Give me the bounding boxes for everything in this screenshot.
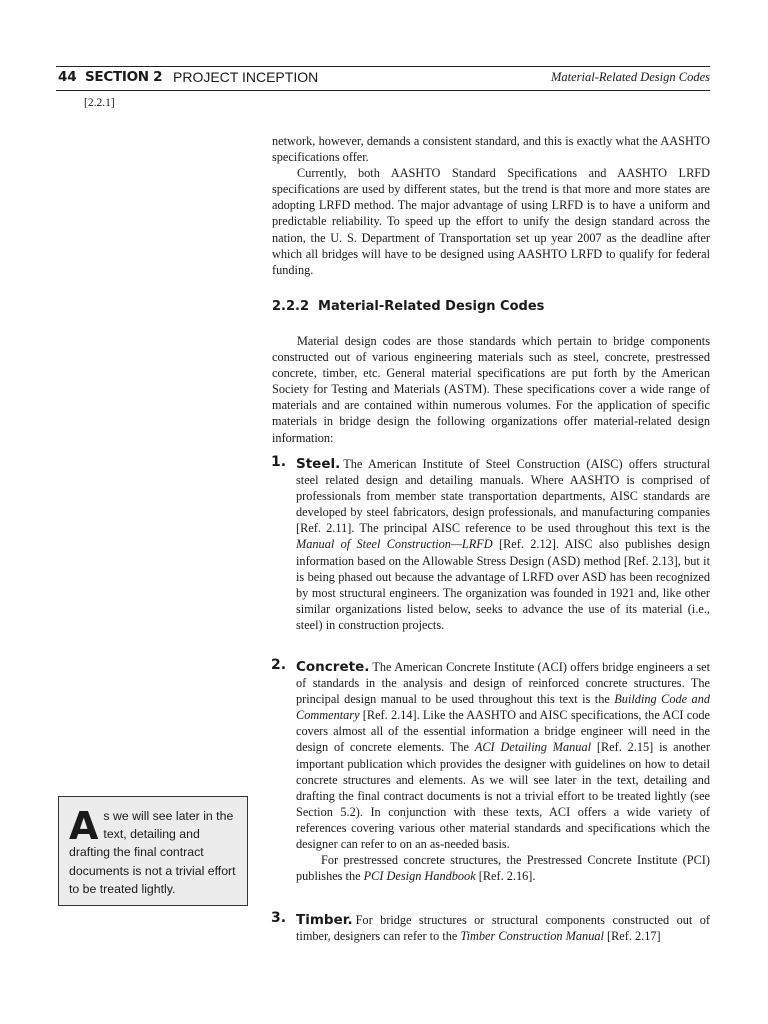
paragraph: Concrete. The American Concrete Institute (ACI) offers bridge engineers a set of standards in the analysis and design of reinforced concrete structures. The principal design manual to be used throughout this text is the Building Code and Commentary [Ref. 2.14]. Like the AASHTO and AISC specifications, the ACI code covers almost all of the essential information a bridge engineer will need in the design of concrete elements. The ACI Detailing Manual [Ref. 2.15] is another important publication which provides the designer with guidelines on how to detail concrete structures and elements. As we will see later in the text, detailing and drafting the final contract documents is not a trivial effort to be treated lightly (see Section 5.2). In conjunction with these texts, ACI offers a wide variety of references covering various other material standards and specifications which the designer can refer to on an as-needed basis. — [296, 659, 710, 852]
running-title: Material-Related Design Codes — [551, 70, 710, 84]
book-title: Timber Construction Manual — [460, 929, 604, 944]
list-number: 1. — [271, 454, 287, 470]
paragraph: Timber. For bridge structures or structural components constructed out of timber, designers can refer to the Timber Construction Manual [Ref. 2.17] — [296, 912, 710, 944]
callout-text: As we will see later in the text, detailing and drafting the final contract documents is not a trivial effort to be treated lightly. — [69, 804, 236, 896]
section-heading — [272, 299, 553, 314]
list-item-steel — [271, 454, 710, 633]
list-item-concrete — [271, 657, 710, 884]
paragraph: Steel. The American Institute of Steel Construction (AISC) offers structural steel related design and detailing manuals. Where AASHTO is comprised of professionals from member state transportation departments, AISC standards are developed by steel fabricators, design professionals, and manufacturing companies [Ref. 2.11]. The principal AISC reference to be used throughout this text is the Manual of Steel Construction—LRFD [Ref. 2.12]. AISC also publishes design information based on the Allowable Stress Design (ASD) method [Ref. 2.13], but it is being phased out because the advantage of LRFD over ASD has been recognized by most structural engineers. The organization was founded in 1921 and, like other similar organizations listed below, seeks to advance the use of its material (i.e., steel) in construction projects. — [296, 456, 710, 632]
book-title: ACI Detailing Manual — [474, 740, 592, 755]
paragraph: Material design codes are those standards which pertain to bridge components constructed out of various engineering materials such as steel, concrete, prestressed concrete, timber, etc. General material specifications are put forth by the American Society for Testing and Materials (ASTM). These specifications cover a wide range of materials and are contained within numerous volumes. For the application of specific materials in bridge design the following organizations offer material-related design information: — [272, 334, 710, 445]
list-label: Concrete. — [296, 659, 370, 675]
book-title: Building Code and Commentary — [296, 692, 710, 723]
section-reference: [2.2.1] — [84, 97, 115, 109]
list-number: 2. — [271, 657, 287, 673]
paragraph: Currently, both AASHTO Standard Specifications and AASHTO LRFD specifications are used by different states, but the trend is that more and more states are adopting LRFD method. The major advantage of using LRFD is to have a uniform and predictable reliability. To speed up the effort to unify the design standard across the nation, the U. S. Department of Transportation set up year 2007 as the deadline after which all bridges will have to be designed using AASHTO LRFD to qualify for federal funding. — [272, 166, 710, 277]
section-heading-text: Material-Related Design Codes — [318, 299, 545, 314]
section-title: PROJECT INCEPTION — [173, 69, 319, 85]
list-label: Timber. — [296, 912, 353, 928]
paragraph: For prestressed concrete structures, the Prestressed Concrete Institute (PCI) publishes the PCI Design Handbook [Ref. 2.16]. — [296, 853, 710, 884]
margin-callout — [58, 796, 248, 906]
header-top-rule — [56, 66, 710, 67]
drop-cap: A — [69, 804, 99, 848]
book-title: PCI Design Handbook — [363, 869, 476, 884]
section-body — [272, 333, 710, 446]
page-number: 44 — [58, 69, 77, 85]
section-number: 2.2.2 — [272, 299, 310, 314]
list-item-timber — [271, 910, 710, 944]
list-label: Steel. — [296, 456, 341, 472]
paragraph: network, however, demands a consistent standard, and this is exactly what the AASHTO specifications offer. — [272, 134, 710, 165]
list-number: 3. — [271, 910, 287, 926]
running-header — [58, 69, 710, 87]
header-bottom-rule — [56, 90, 710, 91]
intro-text — [272, 133, 710, 278]
section-label: SECTION 2 — [85, 69, 163, 85]
book-title: Manual of Steel Construction—LRFD — [296, 537, 493, 552]
